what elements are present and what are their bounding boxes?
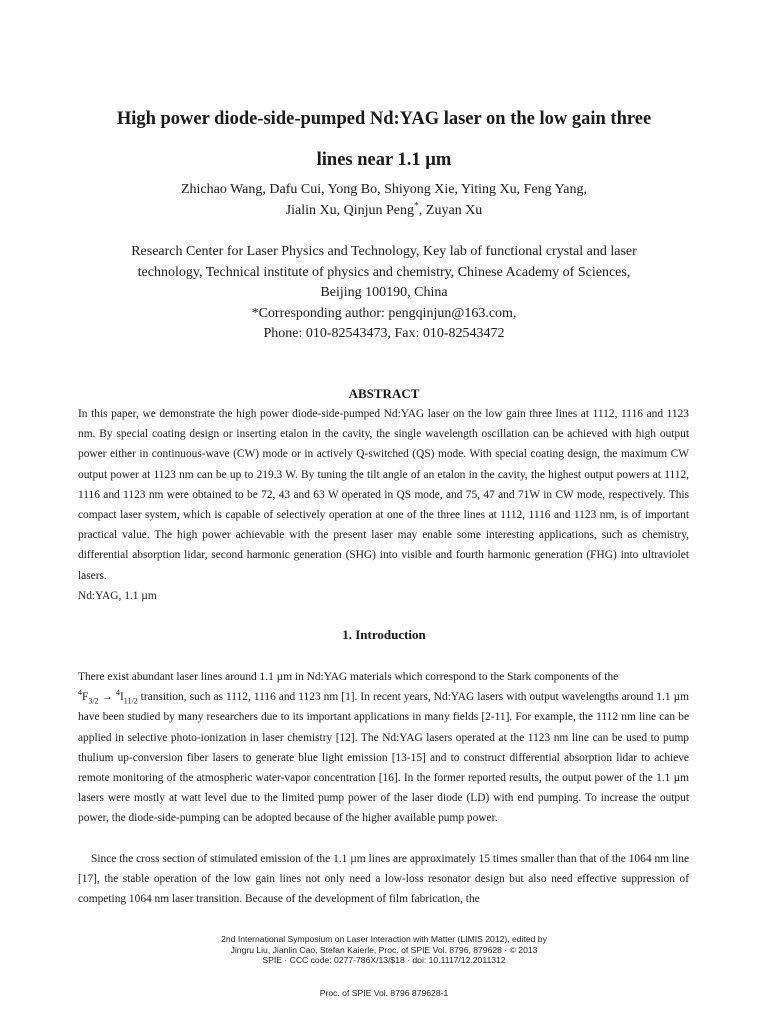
intro-p1-text-a: There exist abundant laser lines around 1.1 µm in Nd:YAG materials which correspond to the Stark components of the [78, 671, 619, 683]
paper-title-line-1: High power diode-side-pumped Nd:YAG laser on the low gain three [116, 109, 652, 129]
keywords: Nd:YAG, 1.1 µm [78, 590, 157, 602]
contact-phone-fax: Phone: 010-82543473, Fax: 010-82543472 [263, 326, 505, 341]
section-heading-introduction: 1. Introduction [342, 627, 426, 642]
arrow-symbol: → [98, 691, 116, 704]
introduction-paragraph-2: Since the cross section of stimulated emission of the 1.1 µm lines are approximately 15 times smaller than that of the 1064 nm line [17], the stable operation of the low gain lines not only need a low-loss resonator design but also need effective suppression of competing 1064 nm laser transition. Because of the development of film fabrication, the [78, 853, 689, 906]
term-i: I [119, 691, 124, 704]
authors-line-1: Zhichao Wang, Dafu Cui, Yong Bo, Shiyong Xie, Yiting Xu, Feng Yang, [180, 182, 588, 197]
sub-3-2: 3/2 [88, 696, 99, 706]
affiliation-block [40, 242, 728, 345]
term-f: F [81, 691, 89, 704]
authors-line-2-part-a: Jialin Xu, Qinjun Peng [285, 202, 415, 218]
sub-11-2: 11/2 [123, 696, 138, 706]
abstract-text: In this paper, we demonstrate the high power diode-side-pumped Nd:YAG laser on the low gain three lines at 1112, 1116 and 1123 nm. By special coating design or inserting etalon in the cavity, the single wavelength oscillation can be achieved with high output power either in continuous-wave (CW) mode or in actively Q-switched (QS) mode. With special coating design, the maximum CW output power at 1123 nm can be up to 219.3 W. By tuning the tilt angle of an etalon in the cavity, the highest output powers at 1112, 1116 and 1123 nm were obtained to be 72, 43 and 63 W operated in QS mode, and 75, 47 and 71W in CW mode, respectively. This compact laser system, which is capable of selectively operation at one of the three lines at 1112, 1116 and 1123 nm, is of important practical value. The high power achievable with the present laser may enable some interesting applications, such as chemistry, differential absorption lidar, second harmonic generation (SHG) into visible and fourth harmonic generation (FHG) into ultraviolet lasers. [78, 408, 689, 582]
sup-4-f: 4 [78, 688, 82, 698]
page-identifier: Proc. of SPIE Vol. 8796 879628-1 [319, 988, 449, 998]
affiliation-line-1: Research Center for Laser Physics and Technology, Key lab of functional crystal and laser [131, 244, 637, 259]
corresponding-author-email: *Corresponding author: pengqinjun@163.com, [251, 305, 517, 321]
authors-line-2 [40, 201, 728, 222]
footer-citation [40, 934, 728, 966]
affiliation-line-3: Beijing 100190, China [320, 285, 448, 300]
affiliation-line-2: technology, Technical institute of physics and chemistry, Chinese Academy of Sciences, [137, 264, 631, 280]
intro-p1-text-b: transition, such as 1112, 1116 and 1123 nm [1]. In recent years, Nd:YAG lasers with output wavelengths around 1.1 µm have been studied by many researchers due to its important applications in many fields [2-11]. For example, the 1112 nm line can be applied in selective photo-ionization in laser chemistry [12]. The Nd:YAG lasers operated at the 1123 nm line can be used to pump thulium up-conversion fiber lasers to generate blue light emission [13-15] and to construct differential absorption lidar to achieve remote monitoring of the atmospheric water-vapor concentration [16]. In the former reported results, the output power of the 1.1 µm lasers were mostly at watt level due to the limited pump power of the laser diode (LD) with end pumping. To increase the output power, the diode-side-pumping can be adopted because of the higher available pump power. [78, 691, 689, 825]
sup-4-i: 4 [115, 688, 120, 698]
footer-line-3: SPIE · CCC code: 0277-786X/13/$18 · doi: 10.1117/12.2011312 [262, 955, 506, 965]
footer-line-2: Jingru Liu, Jianlin Cao, Stefan Kaierle, Proc. of SPIE Vol. 8796, 879628 · © 2013 [230, 944, 538, 955]
author-list [40, 180, 728, 221]
abstract-heading: ABSTRACT [348, 386, 420, 401]
corresponding-author-mark: * [414, 199, 419, 211]
paper-title-line-2: lines near 1.1 µm [316, 150, 452, 170]
authors-line-2-part-b: , Zuyan Xu [418, 202, 483, 218]
introduction-paragraph-1 [78, 667, 689, 829]
footer-line-1: 2nd International Symposium on Laser Interaction with Matter (LIMIS 2012), edited by [221, 934, 547, 944]
